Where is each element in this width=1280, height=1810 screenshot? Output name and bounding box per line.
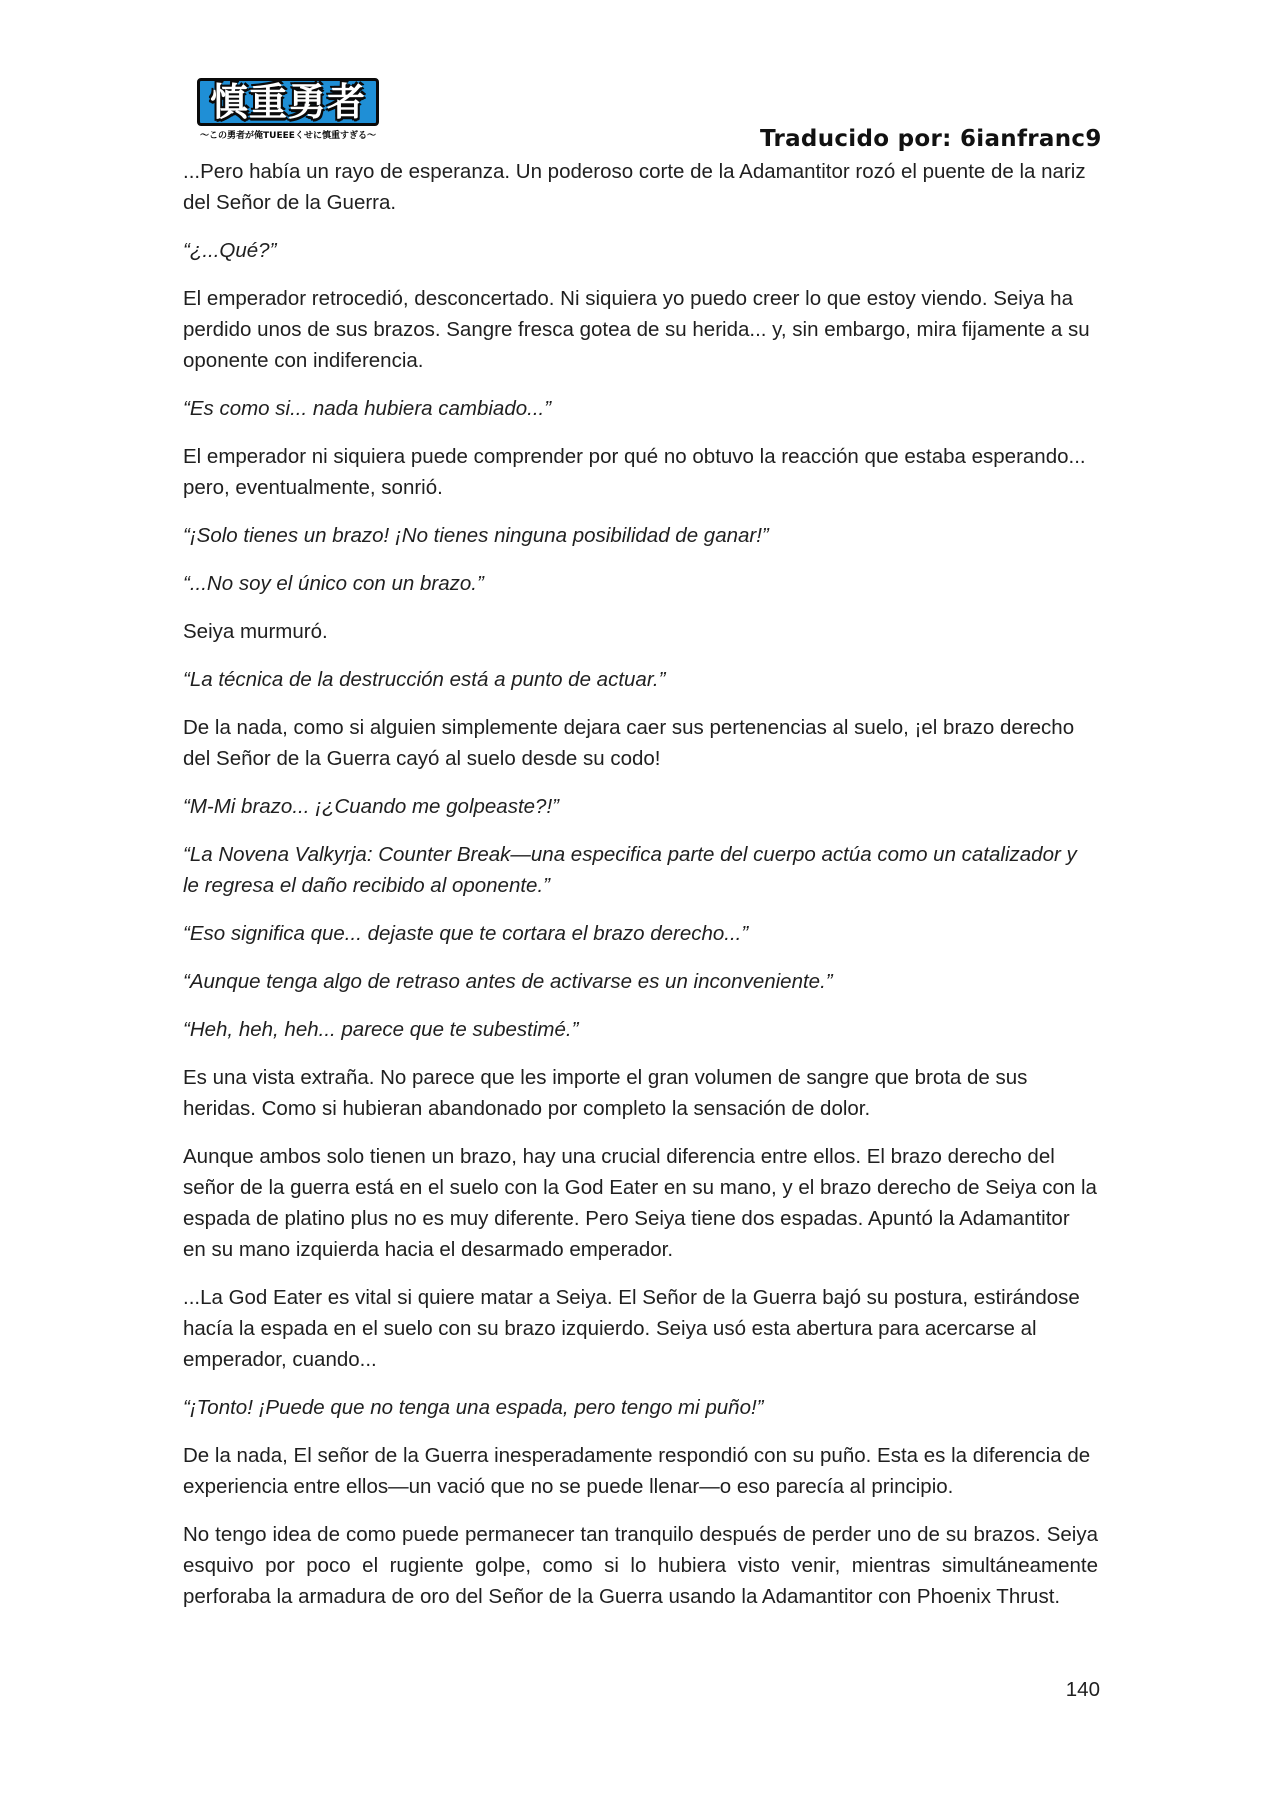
- dialog-paragraph: “...No soy el único con un brazo.”: [183, 572, 484, 595]
- narration-paragraph: De la nada, como si alguien simplemente dejara caer sus pertenencias al suelo, ¡el brazo derecho del Señor de la Guerra cayó al suelo desde su codo!: [183, 716, 1075, 770]
- dialog-paragraph: “Es como si... nada hubiera cambiado...”: [183, 397, 552, 420]
- narration-paragraph: Seiya murmuró.: [183, 620, 328, 643]
- dialog-paragraph: “La Novena Valkyrja: Counter Break—una especifica parte del cuerpo actúa como un catalizador y le regresa el daño recibido al oponente.”: [183, 843, 1077, 897]
- dialog-paragraph: “Heh, heh, heh... parece que te subestimé.”: [183, 1018, 579, 1041]
- logo-subtitle: 〜この勇者が俺TUEEEくせに慎重すぎる〜: [200, 131, 376, 141]
- narration-paragraph: Es una vista extraña. No parece que les importe el gran volumen de sangre que brota de sus heridas. Como si hubieran abandonado por completo la sensación de dolor.: [183, 1066, 1028, 1120]
- dialog-paragraph: “¿...Qué?”: [183, 239, 277, 262]
- translator-credit: Traducido por: 6ianfranc9: [760, 126, 1102, 152]
- narration-paragraph: Aunque ambos solo tienen un brazo, hay una crucial diferencia entre ellos. El brazo derecho del señor de la guerra está en el suelo con la God Eater en su mano, y el brazo derecho de Seiya con la espada de platino plus no es muy diferente. Pero Seiya tiene dos espadas. Apuntó la Adamantitor en su mano izquierda hacia el desarmado emperador.: [183, 1145, 1097, 1261]
- page-body: [183, 156, 1098, 1629]
- narration-paragraph: ...La God Eater es vital si quiere matar a Seiya. El Señor de la Guerra bajó su postura, estirándose hacía la espada en el suelo con su brazo izquierdo. Seiya usó esta abertura para acercarse al emperador, cuando...: [183, 1286, 1080, 1371]
- dialog-paragraph: “¡Solo tienes un brazo! ¡No tienes ninguna posibilidad de ganar!”: [183, 524, 769, 547]
- narration-paragraph: ...Pero había un rayo de esperanza. Un poderoso corte de la Adamantitor rozó el puente de la nariz del Señor de la Guerra.: [183, 160, 1086, 214]
- dialog-paragraph: “La técnica de la destrucción está a punto de actuar.”: [183, 668, 666, 691]
- narration-paragraph: El emperador retrocedió, desconcertado. Ni siquiera yo puedo creer lo que estoy viendo. Seiya ha perdido unos de sus brazos. Sangre fresca gotea de su herida... y, sin embargo, mira fijamente a su oponente con indiferencia.: [183, 287, 1090, 372]
- dialog-paragraph: “Aunque tenga algo de retraso antes de activarse es un inconveniente.”: [183, 970, 833, 993]
- narration-paragraph: De la nada, El señor de la Guerra inesperadamente respondió con su puño. Esta es la diferencia de experiencia entre ellos—un vació que no se puede llenar—o eso parecía al principio.: [183, 1444, 1091, 1498]
- dialog-paragraph: “Eso significa que... dejaste que te cortara el brazo derecho...”: [183, 922, 749, 945]
- narration-paragraph: No tengo idea de como puede permanecer tan tranquilo después de perder uno de su brazos. Seiya esquivo por poco el rugiente golpe, como si lo hubiera visto venir, mientras simultáneamente perforaba la armadura de oro del Señor de la Guerra usando la Adamantitor con Phoenix Thrust.: [183, 1523, 1098, 1608]
- page-number: 140: [1065, 1678, 1100, 1701]
- dialog-paragraph: “¡Tonto! ¡Puede que no tenga una espada, pero tengo mi puño!”: [183, 1396, 764, 1419]
- series-logo: [193, 78, 383, 144]
- dialog-paragraph: “M-Mi brazo... ¡¿Cuando me golpeaste?!”: [183, 795, 559, 818]
- logo-title: 慎重勇者: [197, 78, 379, 126]
- narration-paragraph: El emperador ni siquiera puede comprender por qué no obtuvo la reacción que estaba esperando... pero, eventualmente, sonrió.: [183, 445, 1086, 499]
